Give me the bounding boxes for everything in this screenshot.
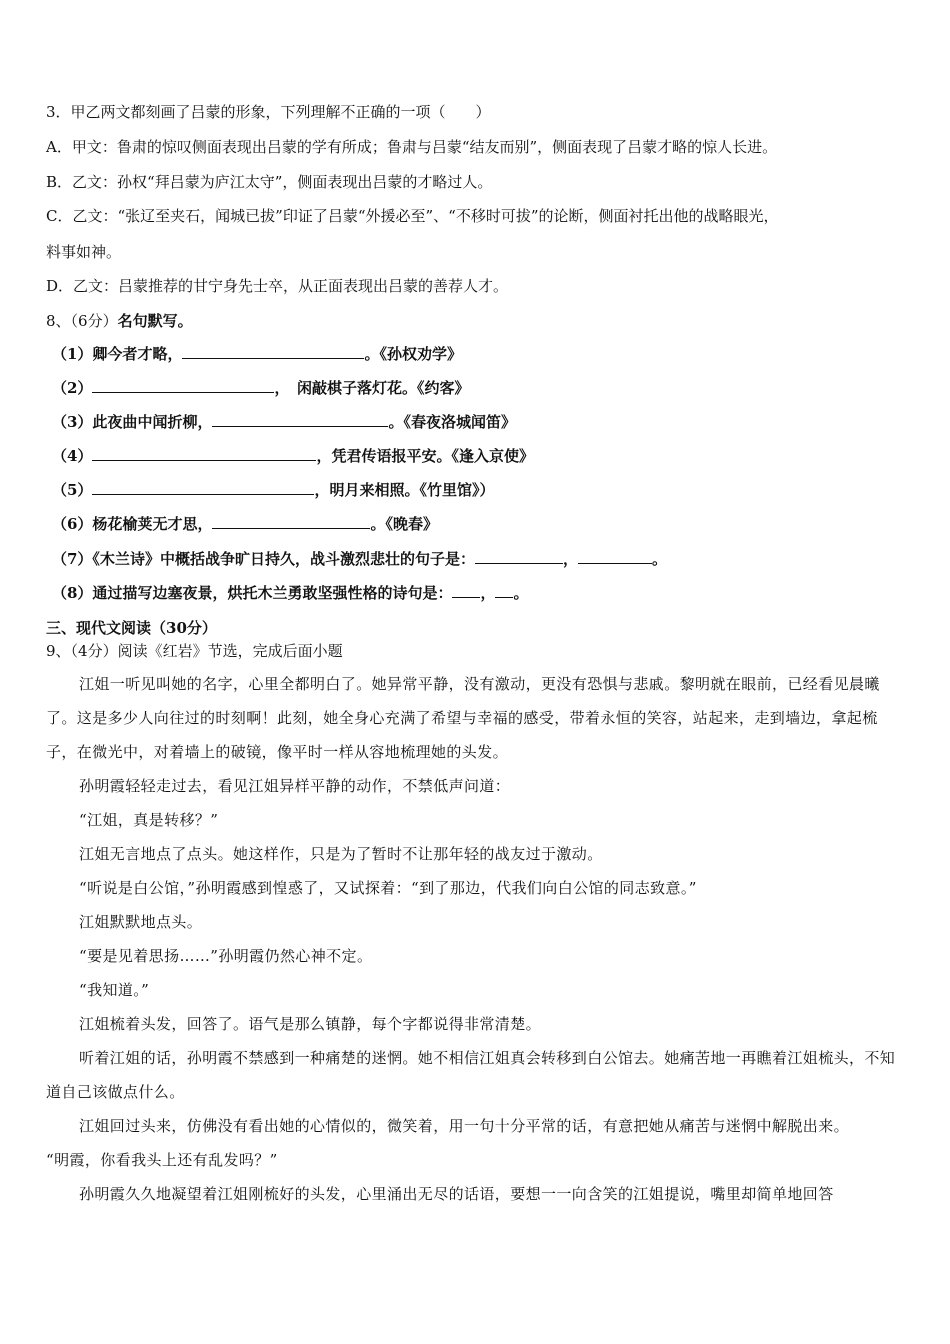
- answer-blank[interactable]: [182, 344, 364, 359]
- q8-item-1: （1）卿今者才略， 。《孙权劝学》: [52, 345, 462, 363]
- passage-paragraph: 听着江姐的话，孙明霞不禁感到一种痛楚的迷惘。她不相信江姐真会转移到白公馆去。她痛苦地一再瞧着江姐梳头，不知道自己该做点什么。: [46, 1049, 896, 1101]
- section-title: 三、现代文阅读（30分）: [46, 619, 217, 637]
- q8-item-6: （6）杨花榆荚无才思， 。《晚春》: [52, 515, 438, 533]
- q8-item-4: （4） ，凭君传语报平安。《逢入京使》: [52, 447, 534, 465]
- passage-paragraph: 江姐回过头来，仿佛没有看出她的心情似的，微笑着，用一句十分平常的话，有意把她从痛苦与迷惘中解脱出来。: [79, 1117, 850, 1135]
- q3-option-d: D．乙文：吕蒙推荐的甘宁身先士卒，从正面表现出吕蒙的善荐人才。: [46, 277, 509, 295]
- answer-blank[interactable]: [452, 583, 480, 598]
- passage-paragraph: 江姐一听见叫她的名字，心里全都明白了。她异常平静，没有激动，更没有恐惧与悲戚。黎明就在眼前，已经看见晨曦了。这是多少人向往过的时刻啊！此刻，她全身心充满了希望与幸福的感受，带着永恒的笑容，站起来，走到墙边，拿起梳子，在微光中，对着墙上的破镜，像平时一样从容地梳理她的头发。: [46, 675, 880, 761]
- passage-paragraph: “江姐，真是转移？”: [79, 811, 219, 829]
- passage-paragraph: 孙明霞轻轻走过去，看见江姐异样平静的动作，不禁低声问道：: [79, 777, 511, 795]
- q3-stem: 3．甲乙两文都刻画了吕蒙的形象，下列理解不正确的一项（ ）: [46, 103, 491, 121]
- q8-item-8: （8）通过描写边塞夜景，烘托木兰勇敢坚强性格的诗句是： ， 。: [52, 584, 529, 602]
- answer-blank[interactable]: [92, 378, 274, 393]
- q3-option-c: C．乙文：“张辽至夹石，闻城已拔”印证了吕蒙“外援必至”、“不移时可拔”的论断，侧面衬托出他的战略眼光，: [46, 207, 779, 225]
- q8-item-7: （7）《木兰诗》中概括战争旷日持久，战斗激烈悲壮的句子是： ， 。: [52, 550, 667, 568]
- answer-blank[interactable]: [212, 514, 370, 529]
- q8-title: 名句默写。: [117, 312, 193, 330]
- q8-item-3: （3）此夜曲中闻折柳， 。《春夜洛城闻笛》: [52, 413, 516, 431]
- answer-blank[interactable]: [92, 480, 314, 495]
- passage-paragraph: 江姐梳着头发，回答了。语气是那么镇静，每个字都说得非常清楚。: [79, 1015, 542, 1033]
- passage-paragraph: “听说是白公馆，”孙明霞感到惶惑了，又试探着：“到了那边，代我们向白公馆的同志致意。”: [79, 879, 697, 897]
- passage-paragraph: “要是见着思扬……”孙明霞仍然心神不定。: [79, 947, 373, 965]
- passage-paragraph: “我知道。”: [79, 981, 150, 999]
- answer-blank[interactable]: [92, 446, 316, 461]
- passage-paragraph: 孙明霞久久地凝望着江姐刚梳好的头发，心里涌出无尽的话语，要想一一向含笑的江姐提说，嘴里却简单地回答: [79, 1185, 834, 1203]
- q9-heading: 9、（4分）阅读《红岩》节选，完成后面小题: [46, 642, 343, 660]
- reading-passage: [46, 667, 908, 1211]
- passage-paragraph: 江姐无言地点了点头。她这样作，只是为了暂时不让那年轻的战友过于激动。: [79, 845, 603, 863]
- answer-blank[interactable]: [475, 549, 563, 564]
- q3-option-a: A．甲文：鲁肃的惊叹侧面表现出吕蒙的学有所成；鲁肃与吕蒙“结友而别”，侧面表现了吕蒙才略的惊人长进。: [46, 138, 778, 156]
- answer-blank[interactable]: [212, 412, 388, 427]
- q8-heading: [46, 310, 910, 332]
- q3-option-c-cont: 料事如神。: [46, 243, 122, 261]
- q3-option-b: B．乙文：孙权“拜吕蒙为庐江太守”，侧面表现出吕蒙的才略过人。: [46, 173, 493, 191]
- answer-blank[interactable]: [495, 583, 513, 598]
- passage-paragraph: “明霞，你看我头上还有乱发吗？”: [46, 1151, 278, 1169]
- answer-blank[interactable]: [578, 549, 652, 564]
- passage-paragraph: 江姐默默地点头。: [79, 913, 203, 931]
- q8-number: 8、（6分）: [46, 312, 118, 330]
- q8-item-2: （2） ， 闲敲棋子落灯花。《约客》: [52, 379, 470, 397]
- q8-item-5: （5） ，明月来相照。《竹里馆》）: [52, 481, 495, 499]
